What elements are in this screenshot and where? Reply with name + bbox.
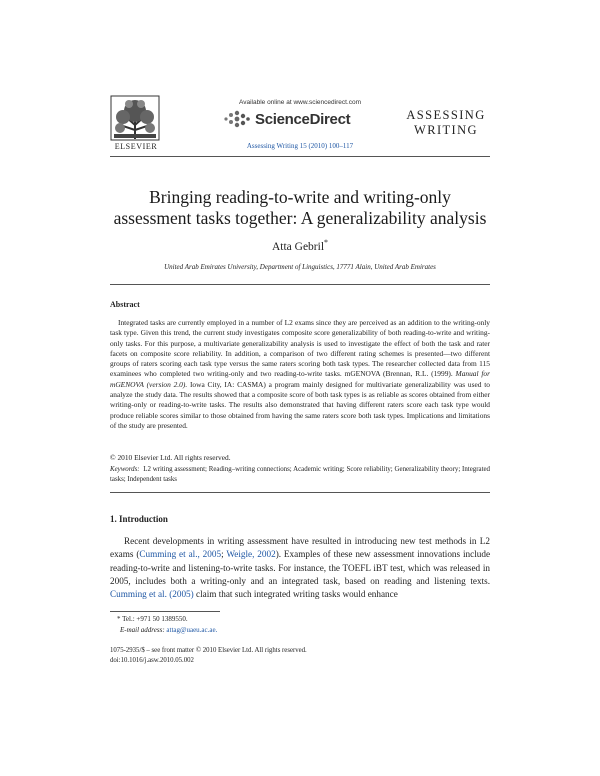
abstract-text-part2: Iowa City, IA: CASMA) a program mainly designed for multivariate generalizability was used to analyze the study data. The results showed that a composite score of both task types is as reliable as scores obtained from either writing-only or reading-to-write tasks. The results also demonstrated that having different raters score each task type would produce reliable scores similar to those obtained from having the same raters score both task types. Implications and limitations of the study are presented. xyxy=(110,379,490,430)
intro-text-3: ). Examples of these new assessment innovations include reading-to-write and listening-to-write tasks. For instance, the TOEFL iBT test, which was released in 2005, includes both a writing-only and an integrated task, based on reading and listening texts. xyxy=(110,549,491,586)
publisher-name: ELSEVIER xyxy=(114,142,158,151)
author-name: Atta Gebril xyxy=(271,240,325,253)
header-divider xyxy=(110,156,490,157)
author-footnote-mark[interactable]: * xyxy=(324,238,329,247)
intro-body xyxy=(110,535,490,601)
intro-text-4: claim that such integrated writing tasks would enhance xyxy=(193,589,398,600)
journal-logo-line2: WRITING xyxy=(414,123,478,137)
article-title: Bringing reading-to-write and writing-only assessment tasks together: A generalizability analysis xyxy=(113,187,487,228)
abstract-bottom-divider xyxy=(110,492,490,493)
abstract-body xyxy=(110,318,490,431)
footnote-telephone: * Tel.: +971 50 1389550. xyxy=(117,615,188,623)
journal-logo-line1: ASSESSING xyxy=(406,108,486,122)
footnote-email xyxy=(120,626,217,634)
citation-link[interactable]: Cumming et al., 2005 xyxy=(139,549,222,560)
citation-link[interactable]: Weigle, 2002 xyxy=(226,549,276,560)
abstract-top-divider xyxy=(110,284,490,285)
keywords-label: Keywords: xyxy=(110,466,140,473)
doi-line[interactable]: doi:10.1016/j.asw.2010.05.002 xyxy=(110,657,194,664)
abstract-text-part1: Integrated tasks are currently employed in a number of L2 exams since they are perceived as an addition to the writing-only task type. Given this trend, the current study investigates composite score generalizability of both reading-to-write and writing-only tasks. For this purpose, a multivariate generalizability analysis is used to investigate the effect of both the task and rater facets on composite score reliability. In addition, a comparison of two different rating schemes is presented—two different groups of raters scoring each task type versus the same raters scoring both task types. The researcher collected data from 115 examinees who completed two writing-only and two reading-to-write tasks. mGENOVA (Brennan, R.L. (1999). xyxy=(110,318,490,379)
email-link[interactable]: attag@uaeu.ac.ae. xyxy=(166,626,218,634)
footnote-divider xyxy=(110,611,220,612)
keywords xyxy=(110,465,490,485)
intro-text-1: Recent developments in writing assessment have resulted in introducing new test methods in L2 exams ( xyxy=(110,536,490,560)
abstract-text-italic: Manual for mGENOVA (version 2.0). xyxy=(110,369,490,389)
intro-heading: 1. Introduction xyxy=(110,514,168,524)
author-affiliation: United Arab Emirates University, Department of Linguistics, 17771 Alain, United Arab Emirates xyxy=(164,263,436,271)
sciencedirect-dots-icon xyxy=(222,110,250,130)
email-label: E-mail address: xyxy=(120,626,165,634)
abstract-heading: Abstract xyxy=(110,300,140,309)
keywords-list: L2 writing assessment; Reading–writing connections; Academic writing; Score reliability; Generalizability theory; Integrated tasks; Independent tasks xyxy=(110,466,490,483)
issn-line: 1075-2935/$ – see front matter © 2010 Elsevier Ltd. All rights reserved. xyxy=(110,647,307,654)
intro-text-2: ; xyxy=(221,549,227,560)
journal-logo xyxy=(405,108,487,138)
available-online-text[interactable]: Available online at www.sciencedirect.com xyxy=(239,99,361,106)
sciencedirect-logo[interactable]: ScienceDirect xyxy=(255,111,351,128)
elsevier-tree-logo xyxy=(110,95,160,147)
author-line xyxy=(110,238,490,253)
abstract-copyright: © 2010 Elsevier Ltd. All rights reserved. xyxy=(110,453,231,462)
journal-citation-link[interactable]: Assessing Writing 15 (2010) 100–117 xyxy=(246,142,354,150)
citation-link[interactable]: Cumming et al. (2005) xyxy=(110,589,194,600)
